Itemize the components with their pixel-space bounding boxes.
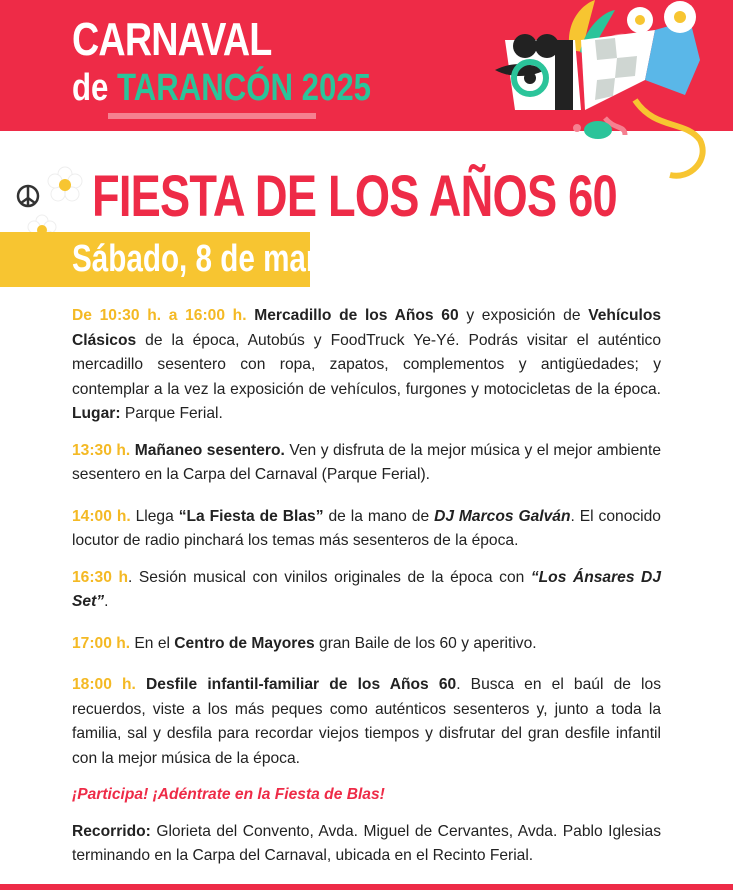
- route-label: Recorrido:: [72, 822, 151, 840]
- daisy-icon: [48, 167, 82, 201]
- item-highlight: Vehículos Clásicos: [72, 307, 662, 349]
- item-text: y exposición de: [458, 307, 589, 324]
- carnival-subtitle: [72, 66, 371, 110]
- item-title: Desfile infantil-familiar de los Años 60: [146, 676, 457, 693]
- carnival-title: CARNAVAL: [72, 13, 272, 65]
- item-time: 18:00 h.: [72, 676, 136, 693]
- item-text: gran Baile de los 60 y aperitivo.: [314, 634, 537, 652]
- program-item-1: [72, 304, 661, 427]
- route: [72, 820, 661, 869]
- program-item-3: [72, 505, 661, 554]
- footer-line: [0, 884, 733, 890]
- place-text: Parque Ferial.: [120, 405, 223, 422]
- call-to-action: ¡Participa! ¡Adéntrate en la Fiesta de Blas!: [72, 786, 385, 803]
- item-title: “La Fiesta de Blas”: [178, 507, 324, 525]
- route-text: Glorieta del Convento, Avda. Miguel de Cervantes, Avda. Pablo Iglesias terminando en la Carpa del Carnaval, ubicada en el Recinto Ferial.: [72, 822, 661, 864]
- item-text: . El conocido locutor de radio pinchará los temas más sesenteros de la época.: [72, 507, 661, 549]
- program-item-2: [72, 439, 661, 488]
- program-item-6: [72, 673, 661, 771]
- artist-name: “Los Ánsares DJ Set”: [72, 568, 661, 610]
- item-place: Centro de Mayores: [174, 634, 315, 652]
- program-item-5: [72, 632, 661, 657]
- event-title: FIESTA DE LOS AÑOS 60: [92, 164, 617, 229]
- carnival-mask-icon: [485, 0, 733, 190]
- title-underline: [108, 113, 316, 119]
- item-time: 13:30 h.: [72, 441, 131, 459]
- item-title: Mañaneo sesentero.: [134, 441, 285, 459]
- item-text: Ven y disfruta de la mejor música y el mejor ambiente sesentero en la Carpa del Carnaval (Parque Ferial).: [72, 441, 661, 483]
- place-label: Lugar:: [72, 405, 121, 422]
- peace-icon: [18, 186, 38, 206]
- event-date: Sábado, 8 de marzo: [72, 238, 351, 280]
- program-item-4: [72, 566, 661, 615]
- item-text: de la época, Autobús y FoodTruck Ye-Yé. Podrás visitar el auténtico mercadillo sesentero con ropa, zapatos, complementos y antigüedades; y contemplar a la vez la exposición de vehículos, furgones y motocicletas de la época.: [72, 331, 661, 398]
- item-text: .: [104, 593, 109, 610]
- title-town: TARANCÓN 2025: [117, 67, 371, 109]
- item-time: 14:00 h.: [72, 507, 131, 525]
- item-time: De 10:30 h. a 16:00 h.: [72, 307, 247, 324]
- item-text: En el: [130, 634, 175, 652]
- item-text: de la mano de: [323, 507, 435, 525]
- dj-name: DJ Marcos Galván: [434, 507, 571, 525]
- item-text: . Busca en el baúl de los recuerdos, viste a los más peques como auténticos sesenteros y, junto a toda la familia, sal y desfila para recordar viejos tiempos y disfrutar del gran desfile infantil con la mejor música de la época.: [72, 676, 661, 767]
- item-text: . Sesión musical con vinilos originales de la época con: [127, 568, 531, 586]
- program-content: [72, 304, 661, 869]
- item-time: 17:00 h.: [72, 634, 131, 652]
- item-title: Mercadillo de los Años 60: [254, 307, 459, 324]
- title-de: de: [72, 67, 109, 109]
- item-time: 16:30 h: [72, 568, 128, 586]
- item-text: Llega: [130, 507, 179, 525]
